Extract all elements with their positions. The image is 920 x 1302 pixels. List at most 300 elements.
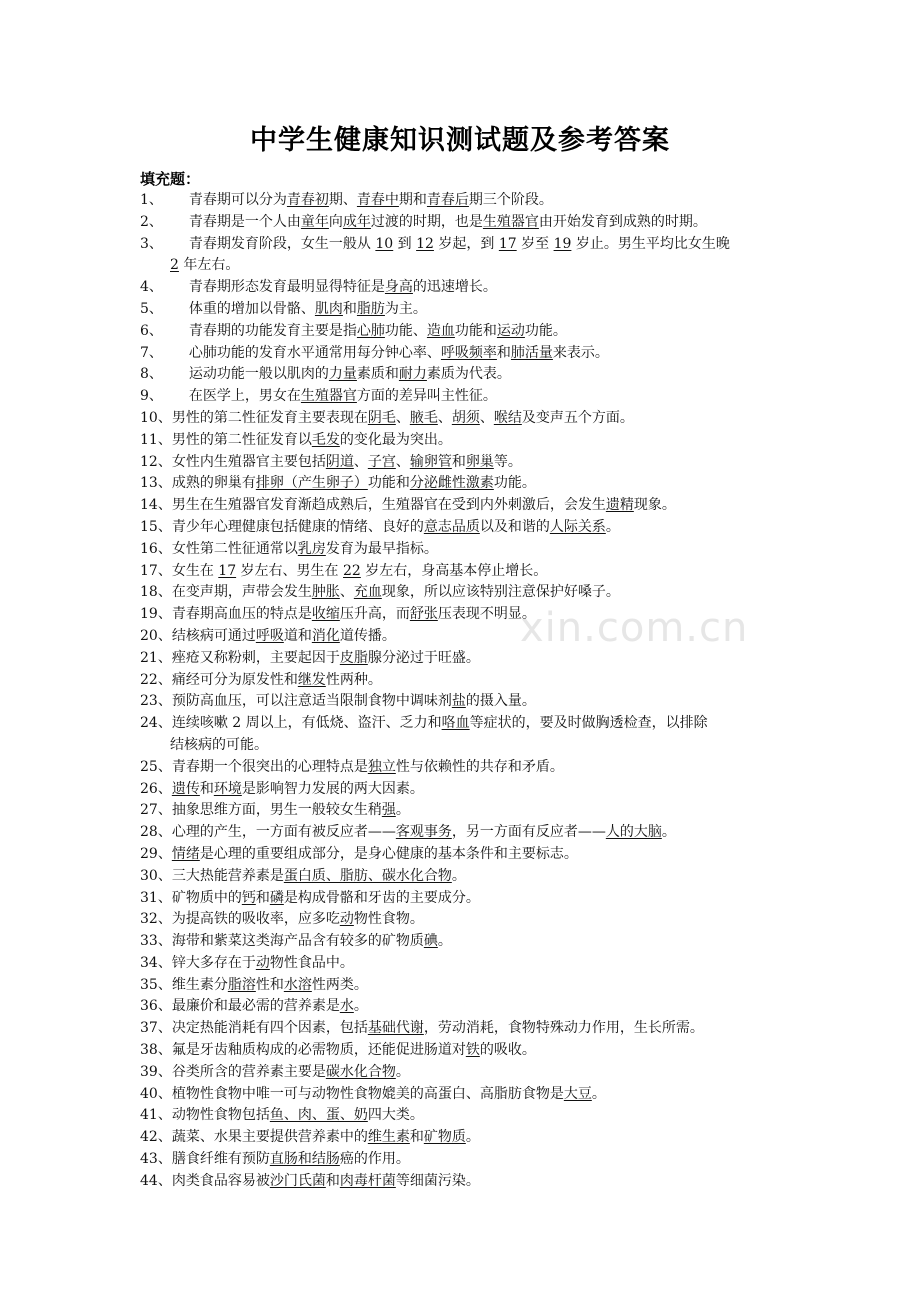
question-text: 期三个阶段。 (468, 192, 553, 208)
question-number: 6、 (140, 322, 163, 339)
question-body (172, 670, 790, 692)
question-item (140, 582, 790, 604)
question-number: 40、 (140, 1085, 172, 1102)
question-number: 2、 (140, 213, 163, 230)
question-number: 1、 (140, 192, 163, 208)
question-text: 性与依赖性的共存和矛盾。 (395, 758, 564, 775)
question-body (172, 844, 790, 866)
answer-blank: 生殖器官 (300, 388, 357, 405)
answer-blank: 钙 (241, 889, 256, 906)
question-text: 青春期是一个人由 (188, 213, 301, 230)
question-number: 4、 (140, 279, 163, 296)
question-text: 岁左右、男生在 (236, 562, 344, 579)
question-text: 和 (199, 780, 214, 797)
answer-blank: 人的大脑 (605, 824, 662, 841)
question-text: 海带和紫菜这类海产品含有较多的矿物质 (171, 933, 424, 950)
question-item (140, 234, 790, 256)
question-number: 19、 (140, 606, 172, 623)
answer-blank: 青春中 (356, 192, 399, 208)
answer-blank: 水 (339, 998, 354, 1015)
question-number: 14、 (140, 497, 172, 514)
answer-blank: 咯血 (441, 715, 470, 732)
question-text: 是构成骨骼和牙齿的主要成分。 (283, 889, 480, 906)
question-number: 12、 (140, 453, 172, 470)
question-text: 性和 (255, 976, 284, 993)
question-number: 41、 (140, 1107, 172, 1124)
question-body (172, 626, 790, 648)
answer-blank: 肉毒杆菌 (339, 1172, 396, 1189)
question-text: 功能、 (384, 322, 427, 339)
answer-blank: 耐力 (398, 366, 427, 383)
question-text: 。 (353, 998, 368, 1015)
question-text: 青春期发育阶段，女生一般从 (188, 235, 376, 252)
question-item (140, 190, 790, 212)
question-number: 22、 (140, 671, 172, 688)
question-text: 现象，所以应该特别注意保护好嗓子。 (381, 584, 620, 601)
question-item (140, 299, 790, 321)
answer-blank: 子宫 (367, 453, 396, 470)
answer-blank: 沙门氏菌 (269, 1172, 326, 1189)
question-item (140, 430, 790, 452)
question-text: 青少年心理健康包括健康的情绪、良好的 (171, 518, 424, 535)
question-text: 岁左右，身高基本停止增长。 (360, 562, 548, 579)
question-text: ，另一方面有反应者—— (451, 824, 606, 841)
answer-blank: 输卵管 (409, 453, 452, 470)
answer-blank: 环境 (213, 780, 242, 797)
answer-blank: 生殖器官 (482, 213, 539, 230)
question-text: 动物性食物包括 (171, 1107, 270, 1124)
question-text: 预防高血压，可以注意适当限制食物中调味剂 (171, 693, 452, 710)
question-body (172, 1127, 790, 1149)
question-text: 和 (255, 889, 270, 906)
answer-blank: 继发 (297, 671, 326, 688)
answer-blank: 青春初 (286, 192, 329, 208)
question-body (172, 1040, 790, 1062)
question-text: 维生素分 (171, 976, 228, 993)
question-text: 方面的差异叫主性征。 (356, 388, 497, 405)
question-text: 功能和 (367, 475, 410, 492)
question-number: 5、 (140, 300, 163, 317)
answer-blank: 乳房 (297, 540, 326, 557)
question-text: 心理的产生，一方面有被反应者—— (171, 824, 396, 841)
question-number: 39、 (140, 1063, 172, 1080)
question-text: 物性食物。 (353, 911, 424, 928)
question-text: 体重的增加以骨骼、 (188, 300, 315, 317)
question-text: 、 (395, 409, 410, 426)
question-body (189, 212, 790, 234)
answer-blank: 排卵（产生卵子） (255, 475, 368, 492)
answer-blank: 情绪 (171, 845, 200, 862)
question-number: 9、 (140, 388, 163, 405)
question-body (172, 517, 790, 539)
question-continuation (140, 735, 790, 757)
section-heading: 填充题： (140, 170, 201, 188)
question-item (140, 648, 790, 670)
answer-blank: 独立 (367, 758, 396, 775)
question-item (140, 364, 790, 386)
answer-blank: 22 (343, 562, 361, 579)
question-number: 30、 (140, 867, 172, 884)
answer-blank: 造血 (426, 322, 455, 339)
answer-blank: 肺活量 (510, 344, 553, 361)
question-item (140, 1062, 790, 1084)
answer-blank: 17 (218, 562, 237, 579)
question-text: 在医学上，男女在 (188, 388, 301, 405)
question-number: 3、 (140, 235, 163, 252)
question-text: 青春期一个很突出的心理特点是 (171, 758, 368, 775)
question-number: 18、 (140, 584, 172, 601)
question-text: 连续咳嗽 2 周以上，有低烧、盗汗、乏力和 (171, 715, 442, 732)
answer-blank: 意志品质 (423, 518, 480, 535)
question-body (172, 713, 790, 735)
question-item (140, 670, 790, 692)
answer-blank: 19 (553, 235, 572, 252)
question-number: 13、 (140, 475, 172, 492)
question-text: 。 (395, 1063, 410, 1080)
question-body (172, 1018, 790, 1040)
answer-blank: 客观事务 (395, 824, 452, 841)
answer-blank: 喉结 (493, 409, 522, 426)
answer-blank: 碳水化合物 (325, 1063, 396, 1080)
question-body (172, 888, 790, 910)
question-text: 成熟的卵巢有 (171, 475, 256, 492)
question-text: 为主。 (384, 300, 427, 317)
question-text: 和 (409, 1129, 424, 1146)
question-item (140, 212, 790, 234)
question-text: ，劳动消耗，食物特殊动力作用，生长所需。 (423, 1020, 704, 1037)
question-number: 35、 (140, 976, 172, 993)
question-body (172, 1149, 790, 1171)
question-text: 男性的第二性征发育主要表现在 (171, 409, 368, 426)
question-body (189, 277, 790, 299)
question-body (172, 691, 790, 713)
question-body (172, 822, 790, 844)
question-text: 道传播。 (339, 627, 396, 644)
question-number: 34、 (140, 954, 172, 971)
question-text: 痤疮又称粉刺，主要起因于 (171, 649, 340, 666)
question-text: 素质和 (356, 366, 399, 383)
question-text: 素质为代表。 (426, 366, 511, 383)
question-body (189, 364, 790, 386)
question-number: 36、 (140, 998, 172, 1015)
question-number: 32、 (140, 911, 172, 928)
question-body (172, 648, 790, 670)
question-text: 岁起，到 (433, 235, 499, 252)
question-number: 44、 (140, 1172, 172, 1189)
question-number: 31、 (140, 889, 172, 906)
question-text: 的迅速增长。 (412, 279, 497, 296)
question-text: 性两种。 (325, 671, 382, 688)
question-number: 43、 (140, 1151, 172, 1168)
question-text: 腺分泌过于旺盛。 (367, 649, 480, 666)
question-body (189, 299, 790, 321)
question-item (140, 517, 790, 539)
answer-blank: 腋毛 (409, 409, 438, 426)
answer-blank: 遗传 (171, 780, 200, 797)
question-text: 女性第二性征通常以 (171, 540, 298, 557)
question-text: 肉类食品容易被 (171, 1172, 270, 1189)
question-text: 男生在生殖器官发育渐趋成熟后，生殖器官在受到内外刺激后，会发生 (171, 497, 606, 514)
question-text: 岁止。男生平均比女生晚 (571, 235, 730, 252)
question-item (140, 909, 790, 931)
question-number: 16、 (140, 540, 172, 557)
question-text: 。 (451, 867, 466, 884)
question-text: 及变声五个方面。 (521, 409, 634, 426)
question-item (140, 1018, 790, 1040)
question-number: 20、 (140, 627, 172, 644)
question-text: 期和 (398, 192, 427, 208)
question-body (172, 582, 790, 604)
answer-blank: 阴毛 (367, 409, 396, 426)
answer-blank: 皮脂 (339, 649, 368, 666)
answer-blank: 遗精 (605, 497, 634, 514)
question-text: 压表现不明显。 (437, 606, 536, 623)
answer-blank: 动 (255, 954, 270, 971)
question-body (172, 800, 790, 822)
question-text: 痛经可分为原发性和 (171, 671, 298, 688)
question-body (172, 931, 790, 953)
question-text: 女生在 (171, 562, 219, 579)
question-item (140, 408, 790, 430)
question-body (189, 386, 790, 408)
answer-blank: 12 (416, 235, 434, 252)
question-text: 氟是牙齿釉质构成的必需物质，还能促进肠道对 (171, 1042, 466, 1059)
question-body (170, 255, 790, 277)
question-text: 青春期形态发育最明显得特征是 (188, 279, 385, 296)
question-list (140, 190, 790, 1193)
question-text: 决定热能消耗有四个因素，包括 (171, 1020, 368, 1037)
question-text: 向 (328, 213, 343, 230)
question-text: 、 (479, 409, 494, 426)
question-number: 10、 (140, 409, 172, 426)
question-text: 蔬菜、水果主要提供营养素中的 (171, 1129, 368, 1146)
question-number: 23、 (140, 693, 172, 710)
question-text: 。 (591, 1085, 606, 1102)
question-continuation (140, 255, 790, 277)
question-body (172, 1062, 790, 1084)
question-text: 功能。 (524, 322, 567, 339)
question-text: 。 (605, 518, 620, 535)
question-item (140, 495, 790, 517)
question-text: 。 (465, 1129, 480, 1146)
question-text: 由开始发育到成熟的时期。 (538, 213, 707, 230)
question-body (172, 757, 790, 779)
answer-blank: 分泌雌性激素 (409, 475, 494, 492)
question-text: 是影响智力发展的两大因素。 (241, 780, 424, 797)
question-number: 27、 (140, 802, 172, 819)
question-text: 青春期高血压的特点是 (171, 606, 312, 623)
question-number: 33、 (140, 933, 172, 950)
question-body (189, 190, 790, 212)
answer-blank: 铁 (465, 1042, 480, 1059)
answer-blank: 大豆 (563, 1085, 592, 1102)
question-text: 最廉价和最必需的营养素是 (171, 998, 340, 1015)
question-body (172, 604, 790, 626)
question-item (140, 1171, 790, 1193)
question-number: 38、 (140, 1042, 172, 1059)
answer-blank: 消化 (311, 627, 340, 644)
question-number: 42、 (140, 1129, 172, 1146)
question-text: 等症状的，要及时做胸透检查，以排除 (469, 715, 708, 732)
answer-blank: 2 (170, 257, 179, 274)
question-body (172, 909, 790, 931)
question-body (189, 343, 790, 365)
answer-blank: 动 (339, 911, 354, 928)
question-text: 和 (325, 1172, 340, 1189)
question-number: 25、 (140, 758, 172, 775)
question-item (140, 561, 790, 583)
question-text: 、 (353, 453, 368, 470)
answer-blank: 水溶 (283, 976, 312, 993)
question-text: 现象。 (633, 497, 676, 514)
answer-blank: 人际关系 (549, 518, 606, 535)
answer-blank: 心肺 (356, 322, 385, 339)
question-item (140, 996, 790, 1018)
question-number: 29、 (140, 845, 172, 862)
question-item (140, 691, 790, 713)
question-text: 结核病的可能。 (170, 736, 268, 753)
question-text: 功能。 (493, 475, 536, 492)
document-title: 中学生健康知识测试题及参考答案 (250, 125, 670, 156)
question-text: 、 (395, 453, 410, 470)
question-text: 等细菌污染。 (395, 1172, 480, 1189)
question-text: 矿物质中的 (171, 889, 242, 906)
answer-blank: 呼吸频率 (440, 344, 497, 361)
question-number: 24、 (140, 715, 172, 732)
question-text: 。 (437, 933, 452, 950)
answer-blank: 盐 (451, 693, 466, 710)
question-body (172, 473, 790, 495)
question-text: 和 (451, 453, 466, 470)
question-item (140, 953, 790, 975)
question-body (172, 561, 790, 583)
question-text: 谷类所含的营养素主要是 (171, 1063, 326, 1080)
question-item (140, 539, 790, 561)
question-item (140, 277, 790, 299)
question-text: 锌大多存在于 (171, 954, 256, 971)
question-item (140, 866, 790, 888)
answer-blank: 力量 (328, 366, 357, 383)
question-item (140, 604, 790, 626)
question-body (172, 1171, 790, 1193)
question-text: 等。 (493, 453, 522, 470)
question-body (172, 1105, 790, 1127)
question-text: 过渡的时期，也是 (370, 213, 483, 230)
question-text: 女性内生殖器官主要包括 (171, 453, 326, 470)
question-item (140, 822, 790, 844)
answer-blank: 肌肉 (314, 300, 343, 317)
question-number: 26、 (140, 780, 172, 797)
question-text: 年左右。 (178, 257, 240, 274)
question-item (140, 844, 790, 866)
question-item (140, 931, 790, 953)
question-body (172, 953, 790, 975)
answer-blank: 呼吸 (255, 627, 284, 644)
answer-blank: 磷 (269, 889, 284, 906)
answer-blank: 运动 (496, 322, 525, 339)
answer-blank: 胡须 (451, 409, 480, 426)
question-text: 以及和谐的 (479, 518, 550, 535)
answer-blank: 脂肪 (356, 300, 385, 317)
question-text: 结核病可通过 (171, 627, 256, 644)
question-item (140, 1105, 790, 1127)
question-body (172, 866, 790, 888)
question-body (172, 1084, 790, 1106)
question-item (140, 343, 790, 365)
question-text: 的吸收。 (479, 1042, 536, 1059)
question-item (140, 1084, 790, 1106)
question-body (172, 452, 790, 474)
answer-blank: 童年 (300, 213, 329, 230)
question-text: 青春期可以分为 (188, 192, 287, 208)
question-item (140, 473, 790, 495)
question-text: 的摄入量。 (465, 693, 536, 710)
question-item (140, 452, 790, 474)
answer-blank: 强 (381, 802, 396, 819)
question-body (172, 430, 790, 452)
question-text: 心肺功能的发育水平通常用每分钟心率、 (188, 344, 441, 361)
answer-blank: 蛋白质、脂肪、碳水化合物 (283, 867, 452, 884)
answer-blank: 充血 (353, 584, 382, 601)
question-text: 到 (393, 235, 417, 252)
question-text: 、 (437, 409, 452, 426)
question-text: 物性食品中。 (269, 954, 354, 971)
question-number: 11、 (140, 431, 172, 448)
answer-blank: 收缩 (311, 606, 340, 623)
question-body (172, 539, 790, 561)
answer-blank: 身高 (384, 279, 413, 296)
question-text: 的变化最为突出。 (339, 431, 452, 448)
answer-blank: 肿胀 (311, 584, 340, 601)
question-text: 来表示。 (552, 344, 609, 361)
question-text: 发育为最早指标。 (325, 540, 438, 557)
question-text: 抽象思维方面，男生一般较女生稍 (171, 802, 382, 819)
question-text: 。 (661, 824, 676, 841)
question-text: 功能和 (454, 322, 497, 339)
question-item (140, 713, 790, 735)
question-item (140, 1040, 790, 1062)
question-number: 8、 (140, 366, 163, 383)
question-body (172, 408, 790, 430)
question-text: 性两类。 (311, 976, 368, 993)
watermark: xin.com.cn (520, 605, 749, 651)
question-text: 期、 (328, 192, 357, 208)
question-number: 15、 (140, 518, 172, 535)
question-text: 运动功能一般以肌肉的 (188, 366, 329, 383)
question-text: 、 (339, 584, 354, 601)
question-item (140, 321, 790, 343)
question-text: 岁至 (516, 235, 554, 252)
question-text: 道和 (283, 627, 312, 644)
answer-blank: 10 (375, 235, 394, 252)
answer-blank: 矿物质 (423, 1129, 466, 1146)
answer-blank: 青春后 (426, 192, 469, 208)
question-item (140, 1149, 790, 1171)
question-text: 三大热能营养素是 (171, 867, 284, 884)
question-number: 17、 (140, 562, 172, 579)
question-number: 28、 (140, 824, 172, 841)
answer-blank: 阴道 (325, 453, 354, 470)
question-item (140, 757, 790, 779)
answer-blank: 17 (498, 235, 517, 252)
question-text: 为提高铁的吸收率，应多吃 (171, 911, 340, 928)
question-text: 青春期的功能发育主要是指 (188, 322, 357, 339)
question-number: 21、 (140, 649, 172, 666)
question-text: 膳食纤维有预防 (171, 1151, 270, 1168)
question-text: 。 (395, 802, 410, 819)
question-body (172, 779, 790, 801)
question-item (140, 779, 790, 801)
